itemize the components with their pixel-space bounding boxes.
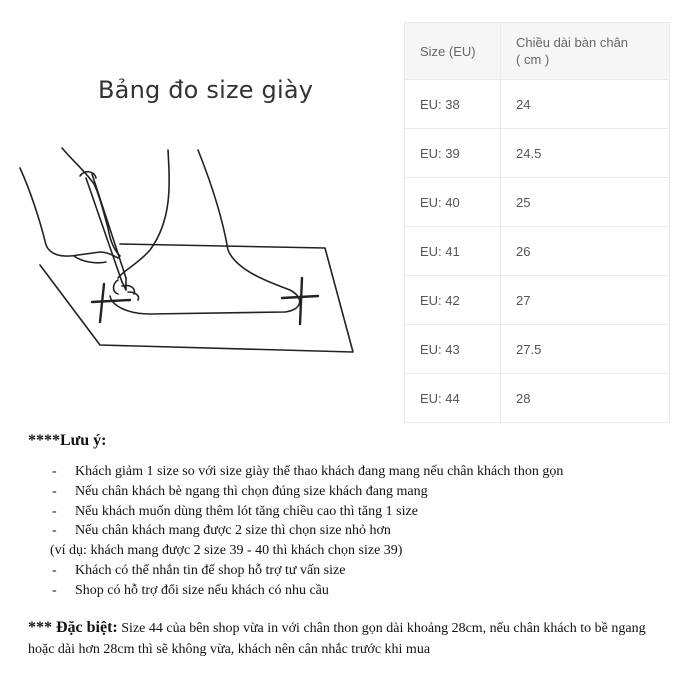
- notes-section: [28, 432, 668, 601]
- dash-bullet: -: [52, 464, 57, 479]
- cell-length: 26: [501, 227, 670, 276]
- cell-length: 25: [501, 178, 670, 227]
- header-size: Size (EU): [405, 23, 501, 80]
- cell-size: EU: 39: [405, 129, 501, 178]
- dash-bullet: -: [52, 523, 57, 539]
- dash-bullet: -: [52, 562, 57, 578]
- cell-size: EU: 40: [405, 178, 501, 227]
- note-text: Nếu khách muốn dùng thêm lót tăng chiều cao thì tăng 1 size: [75, 503, 418, 519]
- table-header-row: [405, 23, 670, 80]
- note-text: Khách giảm 1 size so với size giày thể thao khách đang mang nếu chân khách thon gọn: [75, 464, 564, 479]
- list-item: [28, 521, 668, 541]
- cell-size: EU: 44: [405, 374, 501, 423]
- notes-title: ****Lưu ý:: [28, 432, 107, 449]
- table-row: [405, 129, 670, 178]
- notes-list: [28, 462, 668, 541]
- list-item: [28, 561, 668, 581]
- cell-size: EU: 38: [405, 80, 501, 129]
- list-item: [28, 502, 668, 522]
- note-text: Nếu chân khách mang được 2 size thì chọn size nhỏ hơn: [75, 523, 391, 539]
- cell-length: 24.5: [501, 129, 670, 178]
- header-foot-length: Chiều dài bàn chân ( cm ): [501, 23, 670, 80]
- table-row: [405, 374, 670, 423]
- list-item: [28, 482, 668, 502]
- cell-size: EU: 43: [405, 325, 501, 374]
- special-text: Size 44 của bên shop vừa in với chân thon gọn dài khoảng 28cm, nếu chân khách to bề ngang hoặc dài hơn 28cm thì sẽ không vừa, khách nên cân nhắc trước khi mua: [28, 621, 646, 657]
- table-row: [405, 178, 670, 227]
- note-example: (ví dụ: khách mang được 2 size 39 - 40 thì khách chọn size 39): [50, 543, 403, 559]
- dash-bullet: -: [52, 582, 57, 598]
- cell-length: 27.5: [501, 325, 670, 374]
- table-row: [405, 325, 670, 374]
- cell-size: EU: 42: [405, 276, 501, 325]
- foot-measure-illustration: [0, 60, 400, 390]
- cell-size: EU: 41: [405, 227, 501, 276]
- note-text: Nếu chân khách bè ngang thì chọn đúng size khách đang mang: [75, 483, 428, 499]
- table-row: [405, 227, 670, 276]
- list-item: [28, 462, 668, 482]
- notes-list-2: [28, 561, 668, 601]
- note-text: Shop có hỗ trợ đổi size nếu khách có nhu cầu: [75, 582, 329, 598]
- illustration-title: Bảng đo size giày: [98, 76, 314, 104]
- dash-bullet: -: [52, 483, 57, 499]
- cell-length: 24: [501, 80, 670, 129]
- special-label: *** Đặc biệt:: [28, 619, 118, 636]
- cell-length: 27: [501, 276, 670, 325]
- list-item: [28, 581, 668, 601]
- table-row: [405, 80, 670, 129]
- size-table: [404, 22, 670, 423]
- dash-bullet: -: [52, 503, 57, 519]
- table-row: [405, 276, 670, 325]
- note-text: Khách có thể nhắn tin để shop hỗ trợ tư vấn size: [75, 562, 346, 578]
- special-note: [28, 617, 668, 660]
- cell-length: 28: [501, 374, 670, 423]
